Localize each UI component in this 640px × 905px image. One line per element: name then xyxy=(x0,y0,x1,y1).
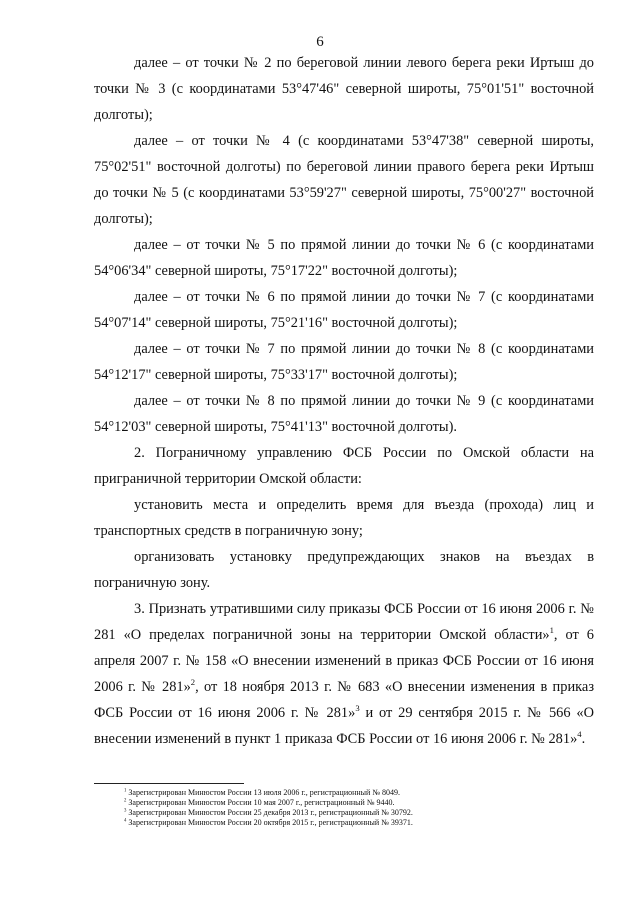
paragraph: 2. Пограничному управлению ФСБ России по Омской области на приграничной территории Омской области: xyxy=(94,445,594,487)
body-text xyxy=(94,50,594,752)
paragraph: организовать установку предупреждающих знаков на въездах в пограничную зону. xyxy=(94,549,594,591)
footnote-text: Зарегистрирован Минюстом России 13 июля 2006 г., регистрационный № 8049. xyxy=(128,788,400,797)
footnote-number: 3 xyxy=(124,808,127,814)
footnote xyxy=(94,818,594,828)
paragraph: далее – от точки № 6 по прямой линии до точки № 7 (с координатами 54°07'14" северной широты, 75°21'16" восточной долготы); xyxy=(94,289,594,331)
paragraph: установить места и определить время для въезда (прохода) лиц и транспортных средств в пограничную зону; xyxy=(94,497,594,539)
paragraph-3-text-3: , от 18 ноября 2013 г. № 683 «О внесении изменения в приказ ФСБ России от 16 июня 2006 г. № 281» xyxy=(94,679,594,721)
footnote-ref-3: 3 xyxy=(355,703,360,714)
page-number: 6 xyxy=(316,34,324,50)
footnote-text: Зарегистрирован Минюстом России 25 декабря 2013 г., регистрационный № 30792. xyxy=(128,808,413,817)
paragraph: далее – от точки № 7 по прямой линии до точки № 8 (с координатами 54°12'17" северной широты, 75°33'17" восточной долготы); xyxy=(94,341,594,383)
paragraph-3-text-4: и от 29 сентября 2015 г. № 566 «О внесении изменений в пункт 1 приказа ФСБ России от 16 июня 2006 г. № 281» xyxy=(94,705,594,747)
footnote-text: Зарегистрирован Минюстом России 10 мая 2007 г., регистрационный № 9440. xyxy=(128,798,395,807)
footnote-number: 4 xyxy=(124,818,127,824)
paragraph-3-text-5: . xyxy=(581,731,586,747)
footnote-number: 2 xyxy=(124,798,127,804)
footnote xyxy=(94,808,594,818)
footnote-text: Зарегистрирован Минюстом России 20 октября 2015 г., регистрационный № 39371. xyxy=(128,818,413,827)
footnote xyxy=(94,788,594,798)
paragraph: далее – от точки № 8 по прямой линии до точки № 9 (с координатами 54°12'03" северной широты, 75°41'13" восточной долготы). xyxy=(94,393,594,435)
paragraph-3 xyxy=(94,596,594,752)
paragraph: далее – от точки № 5 по прямой линии до точки № 6 (с координатами 54°06'34" северной широты, 75°17'22" восточной долготы); xyxy=(94,237,594,279)
paragraph: далее – от точки № 2 по береговой линии левого берега реки Иртыш до точки № 3 (с координатами 53°47'46" северной широты, 75°01'51" восточной долготы); xyxy=(94,55,594,123)
paragraph-3-text-2: , от 6 апреля 2007 г. № 158 «О внесении изменений в приказ ФСБ России от 16 июня 2006 г. № 281» xyxy=(94,627,594,695)
footnote-ref-1: 1 xyxy=(549,625,554,636)
footnote-number: 1 xyxy=(124,788,127,794)
footnotes xyxy=(94,783,594,828)
footnote xyxy=(94,798,594,808)
paragraph: далее – от точки № 4 (с координатами 53°47'38" северной широты, 75°02'51" восточной долготы) по береговой линии правого берега реки Иртыш до точки № 5 (с координатами 53°59'27" северной широты, 75°00'27" восточной долготы); xyxy=(94,133,594,227)
paragraph-3-text-1: 3. Признать утратившими силу приказы ФСБ России от 16 июня 2006 г. № 281 «О пределах пограничной зоны на территории Омской области» xyxy=(94,601,594,643)
footnote-ref-2: 2 xyxy=(190,677,196,688)
footnote-divider xyxy=(94,783,244,784)
footnote-ref-4: 4 xyxy=(577,729,582,740)
